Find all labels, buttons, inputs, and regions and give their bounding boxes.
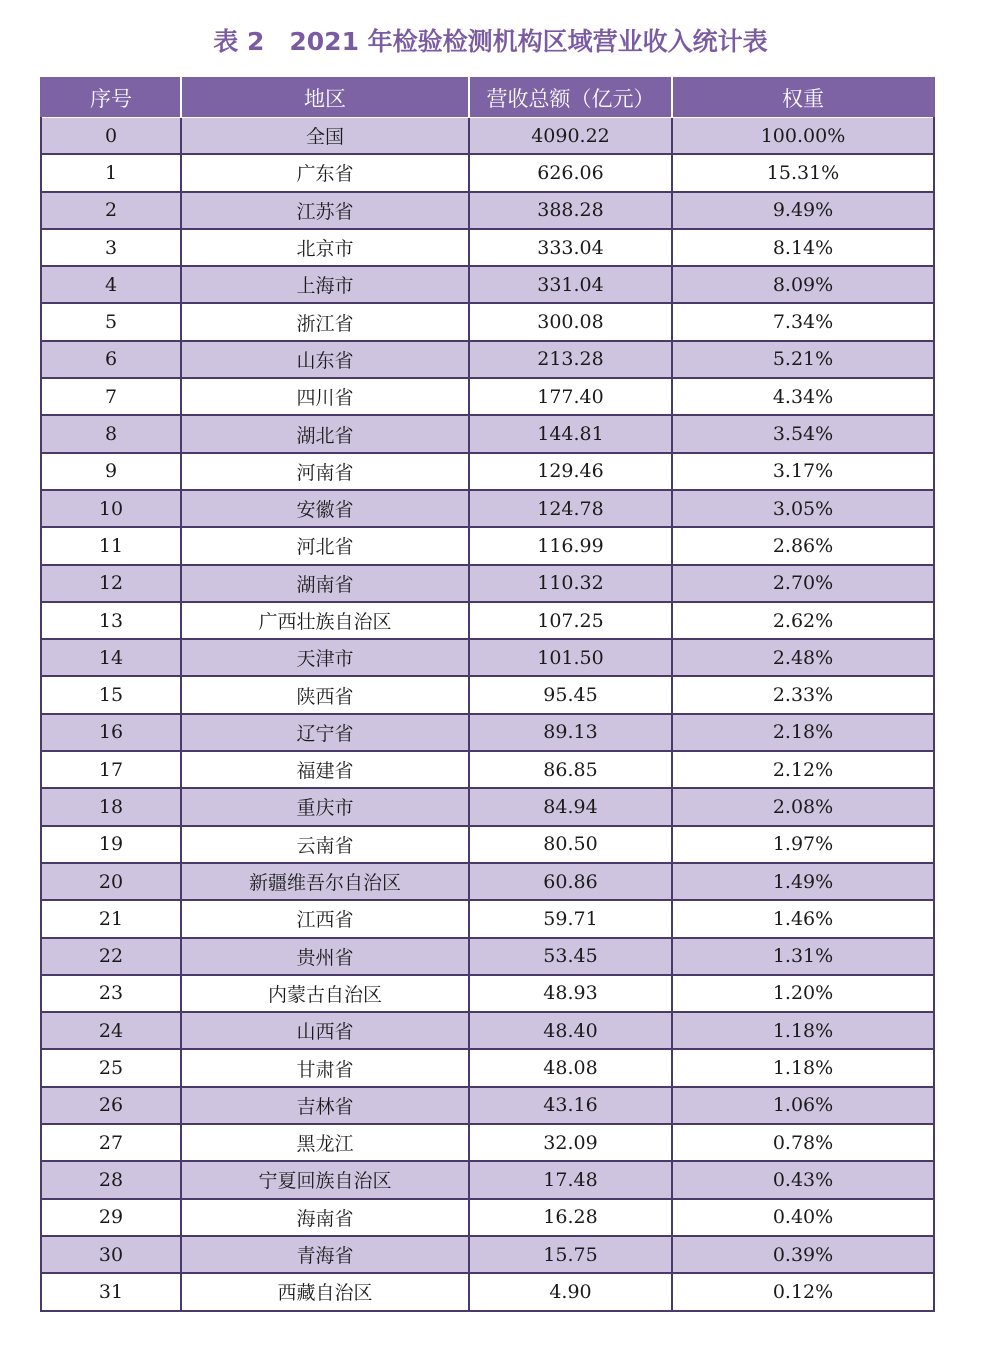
cell-region: 陕西省 [181,676,469,713]
cell-index: 9 [41,453,181,490]
cell-index: 15 [41,676,181,713]
cell-region: 山西省 [181,1012,469,1049]
cell-region: 广西壮族自治区 [181,602,469,639]
table-row [41,490,934,527]
table-row [41,714,934,751]
table-row [41,602,934,639]
cell-weight: 2.86% [672,527,934,564]
header-index: 序号 [41,78,181,118]
cell-region: 甘肃省 [181,1049,469,1086]
cell-revenue: 86.85 [469,751,672,788]
cell-region: 河北省 [181,527,469,564]
cell-weight: 5.21% [672,341,934,378]
cell-weight: 1.31% [672,938,934,975]
cell-region: 北京市 [181,229,469,266]
cell-revenue: 95.45 [469,676,672,713]
cell-weight: 4.34% [672,378,934,415]
cell-index: 21 [41,900,181,937]
table-title: 表 2 2021 年检验检测机构区域营业收入统计表 [213,27,768,56]
table-row [41,863,934,900]
cell-index: 3 [41,229,181,266]
cell-revenue: 16.28 [469,1199,672,1236]
cell-weight: 2.48% [672,639,934,676]
table-row [41,1161,934,1198]
cell-weight: 3.05% [672,490,934,527]
cell-revenue: 300.08 [469,303,672,340]
table-row [41,1236,934,1273]
cell-weight: 0.43% [672,1161,934,1198]
cell-index: 2 [41,192,181,229]
table-row [41,303,934,340]
cell-weight: 1.49% [672,863,934,900]
table-row [41,751,934,788]
cell-weight: 3.54% [672,415,934,452]
table-row [41,1273,934,1310]
table-row [41,1199,934,1236]
cell-index: 22 [41,938,181,975]
cell-index: 20 [41,863,181,900]
cell-index: 24 [41,1012,181,1049]
cell-index: 18 [41,788,181,825]
table-row [41,341,934,378]
cell-revenue: 15.75 [469,1236,672,1273]
table-row [41,639,934,676]
table-row [41,229,934,266]
cell-index: 10 [41,490,181,527]
cell-revenue: 60.86 [469,863,672,900]
table-row [41,1012,934,1049]
cell-weight: 1.06% [672,1087,934,1124]
cell-weight: 8.14% [672,229,934,266]
cell-revenue: 43.16 [469,1087,672,1124]
cell-revenue: 144.81 [469,415,672,452]
table-row [41,1124,934,1161]
cell-revenue: 80.50 [469,826,672,863]
cell-region: 宁夏回族自治区 [181,1161,469,1198]
cell-weight: 2.12% [672,751,934,788]
cell-revenue: 107.25 [469,602,672,639]
cell-index: 25 [41,1049,181,1086]
cell-index: 30 [41,1236,181,1273]
cell-weight: 0.12% [672,1273,934,1310]
cell-revenue: 4.90 [469,1273,672,1310]
cell-revenue: 331.04 [469,266,672,303]
cell-region: 内蒙古自治区 [181,975,469,1012]
cell-revenue: 17.48 [469,1161,672,1198]
cell-weight: 2.08% [672,788,934,825]
cell-revenue: 213.28 [469,341,672,378]
cell-region: 湖南省 [181,565,469,602]
cell-index: 1 [41,154,181,191]
cell-region: 福建省 [181,751,469,788]
cell-index: 19 [41,826,181,863]
cell-revenue: 110.32 [469,565,672,602]
cell-index: 26 [41,1087,181,1124]
table-row [41,154,934,191]
cell-weight: 1.18% [672,1012,934,1049]
cell-index: 12 [41,565,181,602]
table-row [41,826,934,863]
cell-weight: 2.70% [672,565,934,602]
cell-weight: 1.18% [672,1049,934,1086]
cell-region: 四川省 [181,378,469,415]
cell-index: 5 [41,303,181,340]
table-row [41,565,934,602]
cell-region: 浙江省 [181,303,469,340]
table-header-row [41,78,934,118]
cell-region: 西藏自治区 [181,1273,469,1310]
cell-region: 海南省 [181,1199,469,1236]
cell-weight: 8.09% [672,266,934,303]
cell-region: 重庆市 [181,788,469,825]
cell-region: 吉林省 [181,1087,469,1124]
cell-weight: 15.31% [672,154,934,191]
cell-revenue: 48.08 [469,1049,672,1086]
cell-index: 14 [41,639,181,676]
cell-index: 11 [41,527,181,564]
cell-index: 28 [41,1161,181,1198]
cell-weight: 9.49% [672,192,934,229]
cell-region: 山东省 [181,341,469,378]
cell-region: 全国 [181,118,469,155]
cell-region: 湖北省 [181,415,469,452]
cell-region: 辽宁省 [181,714,469,751]
cell-revenue: 48.40 [469,1012,672,1049]
cell-index: 13 [41,602,181,639]
cell-region: 安徽省 [181,490,469,527]
cell-weight: 2.18% [672,714,934,751]
cell-index: 16 [41,714,181,751]
cell-weight: 100.00% [672,118,934,155]
cell-weight: 1.97% [672,826,934,863]
cell-revenue: 32.09 [469,1124,672,1161]
cell-index: 31 [41,1273,181,1310]
cell-revenue: 129.46 [469,453,672,490]
table-row [41,527,934,564]
cell-index: 27 [41,1124,181,1161]
cell-index: 7 [41,378,181,415]
cell-index: 23 [41,975,181,1012]
table-row [41,415,934,452]
cell-index: 4 [41,266,181,303]
cell-region: 江苏省 [181,192,469,229]
revenue-table [40,77,935,1312]
table-row [41,676,934,713]
cell-revenue: 59.71 [469,900,672,937]
cell-region: 青海省 [181,1236,469,1273]
table-row [41,118,934,155]
table-row [41,788,934,825]
cell-weight: 2.62% [672,602,934,639]
cell-weight: 1.46% [672,900,934,937]
cell-revenue: 116.99 [469,527,672,564]
table-row [41,378,934,415]
cell-weight: 3.17% [672,453,934,490]
table-row [41,938,934,975]
cell-index: 6 [41,341,181,378]
table-row [41,1049,934,1086]
cell-index: 8 [41,415,181,452]
header-revenue: 营收总额（亿元） [469,78,672,118]
cell-revenue: 626.06 [469,154,672,191]
cell-revenue: 89.13 [469,714,672,751]
cell-weight: 0.40% [672,1199,934,1236]
header-region: 地区 [181,78,469,118]
cell-region: 贵州省 [181,938,469,975]
table-row [41,266,934,303]
cell-region: 黑龙江 [181,1124,469,1161]
cell-weight: 1.20% [672,975,934,1012]
table-row [41,975,934,1012]
cell-revenue: 333.04 [469,229,672,266]
cell-weight: 0.39% [672,1236,934,1273]
cell-region: 河南省 [181,453,469,490]
cell-revenue: 177.40 [469,378,672,415]
cell-revenue: 53.45 [469,938,672,975]
cell-weight: 7.34% [672,303,934,340]
table-body [41,118,934,1311]
cell-region: 江西省 [181,900,469,937]
cell-region: 天津市 [181,639,469,676]
cell-region: 云南省 [181,826,469,863]
cell-revenue: 388.28 [469,192,672,229]
cell-index: 29 [41,1199,181,1236]
table-row [41,453,934,490]
cell-region: 上海市 [181,266,469,303]
cell-revenue: 4090.22 [469,118,672,155]
table-row [41,900,934,937]
cell-weight: 0.78% [672,1124,934,1161]
cell-revenue: 48.93 [469,975,672,1012]
cell-index: 17 [41,751,181,788]
cell-weight: 2.33% [672,676,934,713]
cell-revenue: 84.94 [469,788,672,825]
table-row [41,192,934,229]
table-row [41,1087,934,1124]
cell-revenue: 124.78 [469,490,672,527]
cell-region: 新疆维吾尔自治区 [181,863,469,900]
header-weight: 权重 [672,78,934,118]
cell-revenue: 101.50 [469,639,672,676]
cell-region: 广东省 [181,154,469,191]
cell-index: 0 [41,118,181,155]
